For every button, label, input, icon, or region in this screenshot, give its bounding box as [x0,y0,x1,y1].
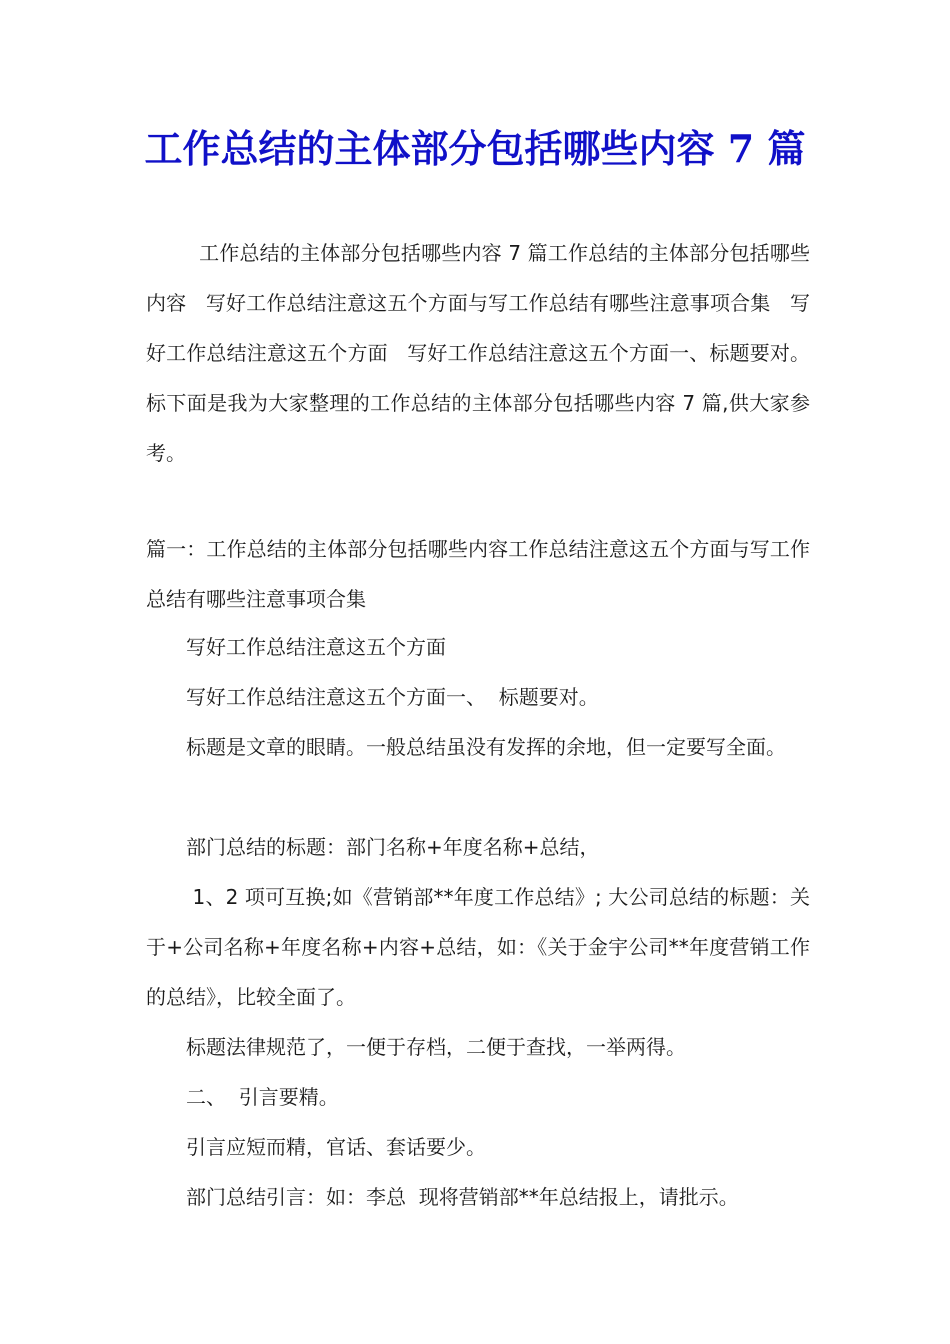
paragraph-company-title: 1、2 项可互换;如《营销部**年度工作总结》; 大公司总结的标题：关于+公司名称+年度名称+内容+总结，如：《关于金宇公司**年度营销工作的总结》，比较全面了。 [146,885,810,1009]
paragraph-point-one: 写好工作总结注意这五个方面一、 标题要对。 [186,685,599,709]
intro-paragraph: 工作总结的主体部分包括哪些内容 7 篇工作总结的主体部分包括哪些内容 写好工作总结注意这五个方面与写工作总结有哪些注意事项合集 写好工作总结注意这五个方面 写好工作总结注意这五个方面一、标题要对。 标下面是我为大家整理的工作总结的主体部分包括哪些内容 7 篇,供大家参考。 [146,241,836,465]
document-title: 工作总结的主体部分包括哪些内容 7 篇 [144,126,806,171]
paragraph-department-title: 部门总结的标题：部门名称+年度名称+总结， [186,835,600,859]
paragraph-subtitle: 写好工作总结注意这五个方面 [186,635,446,659]
paragraph-title-importance: 标题是文章的眼睛。一般总结虽没有发挥的余地，但一定要写全面。 [186,735,786,759]
section-heading-part-one: 篇一：工作总结的主体部分包括哪些内容工作总结注意这五个方面与写工作总结有哪些注意事项合集 [146,537,810,611]
paragraph-intro-concise: 引言应短而精，官话、套话要少。 [186,1135,486,1159]
paragraph-department-intro: 部门总结引言：如：李总 现将营销部**年总结报上，请批示。 [186,1185,739,1209]
paragraph-point-two: 二、 引言要精。 [186,1085,339,1109]
paragraph-title-standard: 标题法律规范了，一便于存档，二便于查找，一举两得。 [186,1035,686,1059]
